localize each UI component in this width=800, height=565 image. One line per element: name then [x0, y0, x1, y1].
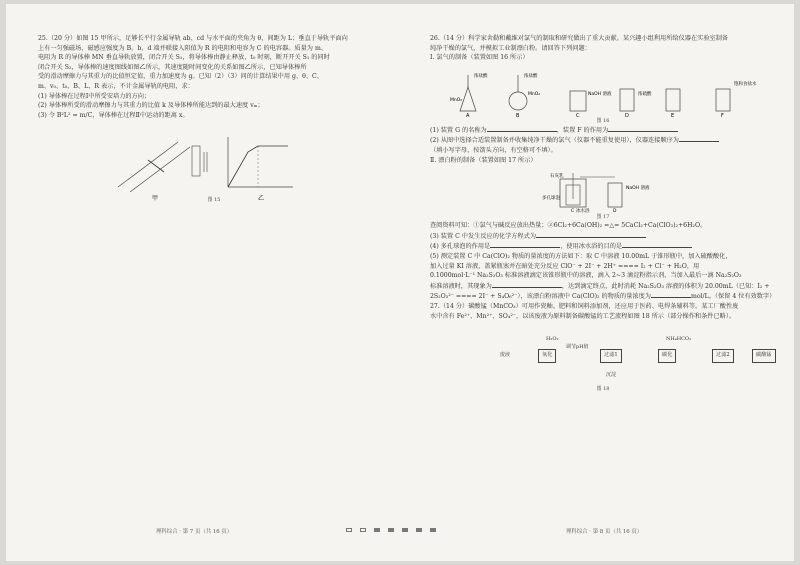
fig17-label: 石灰乳 — [550, 174, 564, 180]
flow-step-oxidize: 氧化 — [538, 349, 556, 363]
fig16-label-a: A — [466, 112, 470, 117]
q26-part1: Ⅰ. 氯气的制备（装置如图 16 所示） — [430, 54, 529, 62]
fig17-label: 多孔球泡 — [542, 196, 560, 202]
right-page — [430, 34, 776, 401]
fig15-label-jia: 甲 — [152, 195, 159, 203]
q26-q4b-blank[interactable] — [622, 241, 692, 248]
q26-q5: 0.1000mol·L⁻¹ Na₂S₂O₃ 标准溶液滴定该锥形瓶中的溶液，滴入 2~3 滴淀粉指示剂，当加入最后一滴 Na₂S₂O₃ — [430, 272, 742, 280]
q27-line: 水中含有 Fe²⁺、Mn²⁺、SO₄²⁻，以该废液为原料制备碳酸锰的工艺流程如图 18 所示（部分操作和条件已略）。 — [430, 312, 736, 320]
q25-line: 闭合开关 S₂，导体棒的速度图线如图乙所示，其速度随时间变化的关系如图乙所示，已知导体棒所 — [38, 63, 307, 71]
q25-line: 25.（20 分）如图 15 甲所示，足够长平行金属导轨 ab、cd 与水平面的夹角为 θ，间距为 L；垂直于导轨平面向 — [38, 35, 348, 42]
scan-mark — [346, 528, 352, 532]
q26-q4b-text: ，使用冰水浴的目的是 — [560, 243, 623, 251]
scan-mark — [388, 528, 394, 532]
q25-sub-2: (2) 导体棒所受的滑动摩擦力与其重力的比值 k 及导体棒所能达到的最大速度 vₘ； — [38, 102, 264, 110]
figure-17-drawing — [430, 169, 776, 213]
q26-q1b-text: ，装置 F 的作用为 — [556, 126, 609, 134]
figure-16 — [430, 67, 776, 125]
fig16-reagent: 浓硫酸 — [638, 91, 652, 97]
figure-16-caption: 图 16 — [596, 117, 610, 124]
scan-mark — [360, 528, 366, 532]
q26-q2-text: (2) 从图中选择合适装置制备并收集纯净干燥的氯气（仪器不能重复使用），仪器连接顺序为 — [430, 137, 679, 145]
q26-q4-text: (4) 多孔球泡的作用是 — [430, 243, 491, 251]
flow-reagent: NH₄HCO₃ — [666, 336, 692, 343]
flow-reagent: H₂O₂ — [546, 336, 559, 343]
q26-q4-blank[interactable] — [490, 241, 560, 248]
q26-info: 查阅资料可知：①氯气与碱反应放出热量；②6Cl₂+6Ca(OH)₂ =△= 5CaCl₂+Ca(ClO₃)₂+6H₂O。 — [430, 222, 707, 230]
figure-16-drawing — [430, 67, 776, 117]
q26-q2b: （填小写字母，按箭头方向，有空格可不填）。 — [430, 146, 557, 154]
flow-reagent: 调节pH值 — [566, 344, 589, 351]
q26-q5: (5) 测定装置 C 中 Ca(ClO)₂ 物质的量浓度的方法如下：取 C 中溶液 10.00mL 于锥形瓶中，加入硫酸酸化， — [430, 252, 732, 260]
q25-sub-3: (3) 令 B²L² = m/C，导体棒在过程Ⅱ中运动的距离 x。 — [38, 111, 189, 119]
scan-mark — [374, 528, 380, 532]
fig16-reagent: 浓盐酸 — [474, 73, 488, 79]
fig16-label-f: F — [721, 112, 724, 117]
q26-q3 — [430, 231, 776, 242]
fig16-reagent: NaOH 溶液 — [588, 91, 612, 97]
figure-15-drawing — [108, 132, 308, 202]
fig16-label-b: B — [516, 112, 520, 117]
fig17-label: C — [571, 209, 575, 214]
figure-18-flow — [430, 331, 776, 401]
exam-sheet — [6, 4, 794, 561]
fig16-reagent: MnO₂ — [528, 91, 541, 97]
q25-line: 电阻为 R 的导体棒 MN 垂直导轨放置，闭合开关 S₁，将导体棒由静止释放，t₀ 时刻，断开开关 S₁ 的同时 — [38, 54, 330, 62]
fig17-label: NaOH 溶液 — [626, 186, 650, 192]
flow-byproduct: 沉淀 — [606, 372, 617, 379]
fig17-label: 冰水浴 — [576, 209, 590, 214]
fig16-reagent: MnO₂ — [450, 97, 463, 103]
footer-right: 理科综合 · 第 8 页（共 16 页） — [566, 529, 643, 535]
q25-sub-1: (1) 导体棒在过程Ⅰ中所受安培力的方向； — [38, 92, 151, 100]
scan-mark — [430, 528, 436, 532]
footer-left: 理科综合 · 第 7 页（共 16 页） — [156, 529, 233, 535]
q26-part2: Ⅱ. 漂白粉的制备（装置如图 17 所示） — [430, 156, 537, 164]
figure-15 — [38, 124, 390, 204]
figure-17-caption: 图 17 — [596, 214, 610, 221]
q26-line: 26.（14 分）科学家舍勒和戴维对氯气的制取和研究做出了重大贡献。某兴趣小组利用所给仪器在实验室制备 — [430, 35, 729, 42]
fig16-label-e: E — [671, 112, 675, 117]
fig16-reagent: 饱和食盐水 — [734, 81, 757, 87]
q26-q5-line5 — [430, 291, 776, 302]
scan-mark — [416, 528, 422, 532]
fig16-reagent: 浓盐酸 — [524, 73, 538, 79]
q26-q2-blank[interactable] — [679, 135, 719, 142]
q25-line: 受的滑动摩擦力与其重力的比值恒定值，重力加速度为 g。已知（2）（3）问的计算结果中用 g、θ、C、 — [38, 73, 323, 81]
q25-text — [38, 34, 390, 120]
q26-q3-text: (3) 装置 C 中发生反应的化学方程式为 — [430, 232, 537, 240]
q27-line: 27.（14 分）碳酸锰（MnCO₃）可用作瓷釉、肥料和饲料添加剂，还应用于医药、电焊条辅料等。某工厂酸性废 — [430, 302, 739, 310]
q26-q2 — [430, 135, 776, 146]
q25-line: 上有一匀强磁场，磁感应强度为 B。b、d 端并联接入阻值为 R 的电阻和电容为 C 的电容器。质量为 m、 — [38, 44, 327, 52]
flow-step-filter1: 过滤1 — [600, 349, 622, 363]
q26-q5g-text: mol/L。（保留 4 位有效数字） — [690, 293, 776, 301]
q26-q4 — [430, 241, 776, 252]
flow-input: 废液 — [500, 352, 511, 359]
figure-18-caption: 图 18 — [596, 386, 610, 393]
q25-line: m、v₀、t₀、B、L、R 表示，不计金属导轨的电阻，求： — [38, 82, 194, 90]
q26-q5d-text: 标准溶液时，其现象为 — [430, 282, 492, 290]
q26-q5e-text: ，达到滴定终点，此时消耗 Na₂S₂O₃ 溶液的体积为 20.00mL（已知：I₂ + — [561, 282, 770, 290]
flow-step-filter2: 过滤2 — [712, 349, 734, 363]
q26-q5: 加入过量 KI 溶液，盖紧瓶塞并在暗处充分反应 ClO⁻ + 2I⁻ + 2H⁺ ==== I₂ + Cl⁻ + H₂O，用 — [430, 262, 700, 270]
flow-output: 碳酸锰 — [752, 349, 776, 363]
figure-17 — [430, 169, 776, 221]
q26-q5-blank[interactable] — [492, 281, 562, 288]
q26-q5-line4 — [430, 281, 776, 292]
q26-q1-text: (1) 装置 G 的名称为 — [430, 126, 487, 134]
q26-line: 纯净干燥的氯气，并模拟工业制漂白粉。请回答下列问题： — [430, 44, 591, 52]
q26-q3-blank[interactable] — [536, 231, 646, 238]
q26-q5-conc-blank[interactable] — [651, 291, 691, 298]
fig16-label-d: D — [625, 112, 629, 117]
flow-step-carbonize: 碳化 — [658, 349, 676, 363]
scan-marks — [346, 528, 436, 532]
scan-mark — [402, 528, 408, 532]
fig16-label-c: C — [576, 112, 580, 117]
fig15-label-yi: 乙 — [258, 195, 265, 203]
q26-q5f-text: 2S₂O₃²⁻ ==== 2I⁻ + S₄O₆²⁻），该漂白粉溶液中 Ca(ClO)₂ 的物质的量浓度为 — [430, 293, 651, 301]
figure-15-caption: 图 15 — [207, 197, 221, 204]
left-page — [38, 34, 390, 204]
fig17-label: D — [613, 209, 617, 214]
